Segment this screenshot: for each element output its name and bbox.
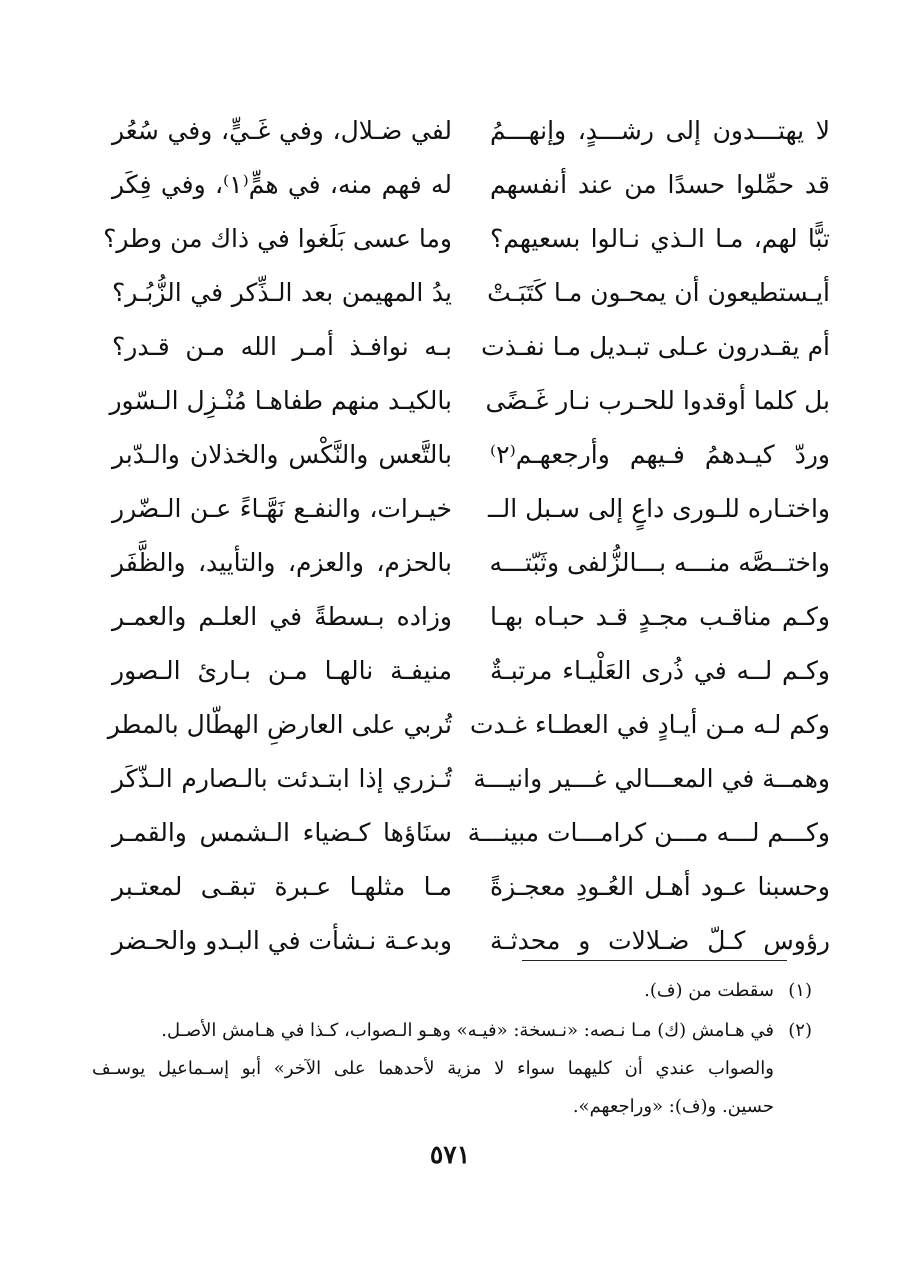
verse-hemistich: أيـستطيعون أن يمحـون مـا كَتَبَـتْ: [487, 278, 830, 307]
verse-column-left: [103, 104, 452, 968]
footnote-1: [92, 972, 812, 1010]
verse-hemistich: تُربي على العارضِ الهطّال بالمطر: [107, 710, 452, 739]
verse-hemistich: وما عسى بَلَغوا في ذاك من وطر؟: [103, 224, 452, 253]
verse-hemistich: بل كلما أوقدوا للحـرب نـار غَـضًى: [485, 386, 830, 415]
verse-hemistich: أم يقـدرون عـلى تبـديل مـا نفـذت: [481, 332, 830, 361]
verse-hemistich: قد حمِّلوا حسدًا من عند أنفسهم: [490, 170, 830, 199]
page-number: ٥٧١: [429, 1140, 471, 1169]
verse-hemistich: خيـرات، والنفـع نَهَّـاءً عـن الـضّرر: [112, 494, 452, 523]
poem-verses: [70, 104, 830, 955]
verse-hemistich: بـه نوافـذ أمـر الله مـن قـدر؟: [112, 332, 452, 361]
verse-hemistich: بالتَّعس والنَّكْس والخذلان والـدّبر: [112, 440, 452, 469]
verse-hemistich: واختـاره للـورى داعٍ إلى سـبل الــ: [488, 494, 830, 523]
verse-hemistich: وهمــة في المعـــالي غـــير وانيـــة: [473, 764, 830, 793]
footnote-number: (١): [788, 980, 812, 1001]
verse-hemistich: وزاده بـسطةً في العلـم والعمـر: [112, 602, 452, 631]
verse-hemistich: بالحزم، والعزم، والتأييد، والظَّفَر: [112, 548, 452, 577]
verse-hemistich: لا يهتـــدون إلى رشـــدٍ، وإنهـــمُ: [490, 116, 830, 145]
footnote-text: حسين. و(ف): «وراجعهم».: [572, 1096, 774, 1117]
verse-hemistich: رؤوس كـلّ ضـلالات و محدثـة: [490, 926, 830, 955]
footnote-divider: [522, 960, 787, 961]
footnote-text: والصواب عندي أن كليهما سواء لا مزية لأحدهما على الآخر» أبو إسـماعيل يوسـف: [92, 1058, 774, 1079]
verse-hemistich: له فهم منه، في همٍّ⁽١⁾، وفي فِكَر: [112, 170, 452, 199]
verse-hemistich: تُـزري إذا ابتـدئت بالـصارم الـذّكَر: [112, 764, 452, 793]
verse-hemistich: تبًّا لهم، مـا الـذي نـالوا بسعيهم؟: [490, 224, 830, 253]
verse-hemistich: وردّ كيـدهمُ فـيهم وأرجعهـم⁽٢⁾: [490, 440, 830, 469]
verse-column-right: [467, 104, 830, 968]
verse-hemistich: يدُ المهيمن بعد الـذِّكر في الزُّبُـر؟: [112, 278, 452, 307]
verse-hemistich: وكـم مناقـب مجـدٍ قـد حبـاه بهـا: [490, 602, 830, 631]
footnote-number: (٢): [788, 1020, 812, 1041]
verse-hemistich: وكم لـه مـن أيـادٍ في العطـاء غـدت: [469, 710, 830, 739]
verse-hemistich: سنَاؤها كـضياء الـشمس والقمـر: [112, 818, 452, 847]
verse-hemistich: وكـــم لـــه مـــن كرامـــات مبينـــة: [467, 818, 830, 847]
verse-hemistich: لفي ضـلال، وفي غَـيٍّ، وفي سُعُر: [112, 116, 452, 145]
footnote-first-line: [92, 1012, 812, 1050]
verse-hemistich: وحسبنا عـود أهـل العُـودِ معجـزةً: [490, 872, 830, 901]
verse-hemistich: بالكيـد منهم طفاهـا مُنْـزِل الـسّور: [109, 386, 452, 415]
verse-hemistich: وكـم لــه في ذُرى العَلْيـاء مرتبـةٌ: [490, 656, 830, 685]
verse-hemistich: منيفـة نالهـا مـن بـارئ الـصور: [112, 656, 452, 685]
footnote-text: سقطت من (ف).: [644, 980, 774, 1001]
footnote-2: [92, 1012, 812, 1126]
verse-hemistich: واختــصَّه منـــه بـــالزُّلفى وثَبّتـــه: [489, 548, 830, 577]
verse-hemistich: وبدعـة نـشأت في البـدو والحـضر: [111, 926, 452, 955]
verse-hemistich: مـا مثلهـا عـبرة تبقـى لمعتـبر: [112, 872, 452, 901]
footnote-text: في هـامش (ك) مـا نـصه: «نـسخة: «فيـه» وهـو الـصواب، كـذا في هـامش الأصـل.: [161, 1020, 774, 1041]
